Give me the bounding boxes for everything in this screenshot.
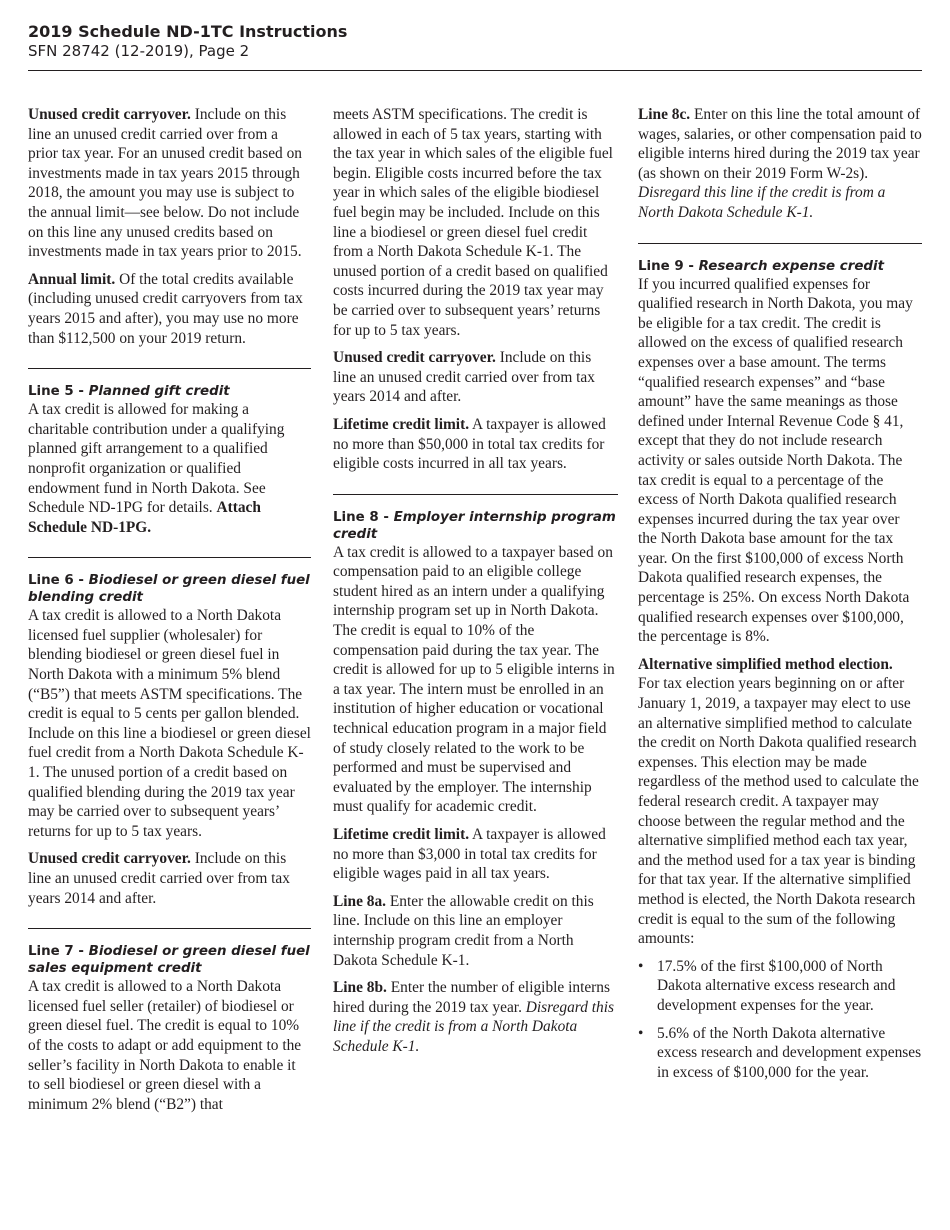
bullet-list	[638, 957, 922, 1083]
heading-line-9: Line 9 - Research expense credit	[638, 258, 884, 274]
paragraph-line-7-continued: meets ASTM specifications. The credit is allowed in each of 5 tax years, starting with the tax year in which sales of the eligible fuel begin. Eligible costs incurred before the tax year in which sales of the eligible biodiesel fuel begin may be included. Include on this line a biodiesel or green diesel fuel credit from a North Dakota Schedule K-1. The unused portion of a credit based on qualified costs incurred during the 2019 tax year may be carried over to subsequent years’ returns for up to 5 tax years.	[333, 106, 613, 339]
heading-line-5: Line 5 - Planned gift credit	[28, 384, 230, 400]
section-divider	[28, 928, 311, 929]
form-subtitle: SFN 28742 (12-2019), Page 2	[28, 42, 250, 60]
heading-line-7: Line 7 - Biodiesel or green diesel fuel sales equipment credit	[28, 944, 310, 977]
section-divider	[638, 243, 922, 244]
paragraph-line-7-carryover: Unused credit carryover. Include on this line an unused credit carried over from tax years 2014 and after.	[333, 349, 595, 406]
column-3	[638, 105, 922, 1090]
paragraph-line-8a: Line 8a. Enter the allowable credit on this line. Include on this line an employer internship program credit from a North Dakota Schedule K-1.	[333, 892, 594, 969]
list-item: • 5.6% of the North Dakota alternative excess research and development expenses in excess of $100,000 for the year.	[638, 1024, 922, 1081]
section-divider	[28, 368, 311, 369]
paragraph-annual-limit: Annual limit. Of the total credits available (including unused credit carryovers from tax years 2015 and after), you may use no more than $112,500 on your 2019 return.	[28, 270, 303, 347]
paragraph-line-9: If you incurred qualified expenses for qualified research in North Dakota, you may be eligible for a tax credit. The credit is allowed on the excess of qualified research expenses over a base amount. The terms “qualified research expenses” and “base amount” have the same meanings as those defined under Internal Revenue Code § 41, except that they do not include research activity or sales outside North Dakota. The tax credit is equal to a percentage of the excess of North Dakota qualified research expenses incurred during the tax year over the North Dakota base amount for the tax year. On the first $100,000 of excess North Dakota qualified research expenses, the percentage is 25%. On excess North Dakota qualified research expenses over $100,000, the percentage is 8%.	[638, 275, 913, 646]
page-title: 2019 Schedule ND-1TC Instructions	[28, 22, 348, 41]
paragraph-line-7-lifetime-limit: Lifetime credit limit. A taxpayer is allowed no more than $50,000 in total tax credits for eligible costs incurred in all tax years.	[333, 415, 606, 473]
header-rule	[28, 70, 922, 71]
heading-line-6: Line 6 - Biodiesel or green diesel fuel blending credit	[28, 573, 310, 606]
paragraph-line-8c: Line 8c. Enter on this line the total amount of wages, salaries, or other compensation paid to eligible interns hired during the 2019 tax year (as shown on their 2019 Form W-2s). Disregard this line if the credit is from a North Dakota Schedule K-1.	[638, 106, 922, 221]
paragraph-alternative-simplified-method: Alternative simplified method election. For tax election years beginning on or after January 1, 2019, a taxpayer may elect to use an alternative simplified method to calculate the credit on North Dakota qualified research expenses. This election may be made regardless of the method used to calculate the federal research credit. A taxpayer may choose between the regular method and the alternative simplified method each tax year, and the method used for a tax year is binding for that tax year. If the alternative simplified method is elected, the North Dakota research credit is equal to the sum of the following amounts:	[638, 655, 919, 948]
heading-line-8: Line 8 - Employer internship program credit	[333, 509, 616, 542]
paragraph-line-7: A tax credit is allowed to a North Dakota licensed fuel seller (retailer) of biodiesel or green diesel fuel. The credit is equal to 10% of the costs to adapt or add equipment to the seller’s facility in North Dakota to enable it to sell biodiesel or green diesel with a minimum 2% blend (“B2”) that	[28, 978, 302, 1113]
paragraph-line-6-carryover: Unused credit carryover. Include on this line an unused credit carried over from tax years 2014 and after.	[28, 850, 290, 907]
paragraph-unused-credit-carryover: Unused credit carryover. Include on this line an unused credit carried over from a prior tax year. For an unused credit based on investments made in tax years 2015 through 2018, the amount you may use is subject to the annual limit—see below. Do not include on this line any unused credits based on investments made in tax years prior to 2015.	[28, 106, 302, 261]
paragraph-line-5: A tax credit is allowed for making a charitable contribution under a qualifying planned gift arrangement to a qualified nonprofit organization or qualified endowment fund in North Dakota. See Schedule ND-1PG for details. Attach Schedule ND-1PG.	[28, 401, 285, 536]
section-divider	[28, 557, 311, 558]
paragraph-line-8-lifetime-limit: Lifetime credit limit. A taxpayer is allowed no more than $3,000 in total tax credits for eligible wages paid in all tax years.	[333, 826, 606, 883]
column-2	[333, 105, 618, 1065]
list-item: • 17.5% of the first $100,000 of North Dakota alternative excess research and development expenses for the year.	[638, 957, 896, 1014]
section-divider	[333, 494, 618, 495]
column-1	[28, 105, 311, 1114]
paragraph-line-6: A tax credit is allowed to a North Dakota licensed fuel supplier (wholesaler) for blending biodiesel or green diesel fuel in North Dakota with a minimum 5% blend (“B5”) that meets ASTM specifications. The credit is equal to 5 cents per gallon blended. Include on this line a biodiesel or green diesel fuel credit from a North Dakota Schedule K-1. The unused portion of a credit based on qualified blending during the 2019 tax year may be carried over to subsequent years’ returns for up to 5 tax years.	[28, 607, 311, 840]
paragraph-line-8b: Line 8b. Enter the number of eligible interns hired during the 2019 tax year. Disregard this line if the credit is from a North Dakota Schedule K-1.	[333, 979, 614, 1055]
paragraph-line-8: A tax credit is allowed to a taxpayer based on compensation paid to an eligible college student hired as an intern under a qualifying internship program set up in North Dakota. The credit is equal to 10% of the compensation paid during the tax year. The credit is allowed for up to 5 eligible interns in a tax year. The intern must be enrolled in an institution of higher education or vocational technical education program in a major field of study closely related to the work to be performed and must be supervised and evaluated by the employer. The internship must qualify for academic credit.	[333, 543, 615, 816]
page-header	[28, 22, 922, 61]
